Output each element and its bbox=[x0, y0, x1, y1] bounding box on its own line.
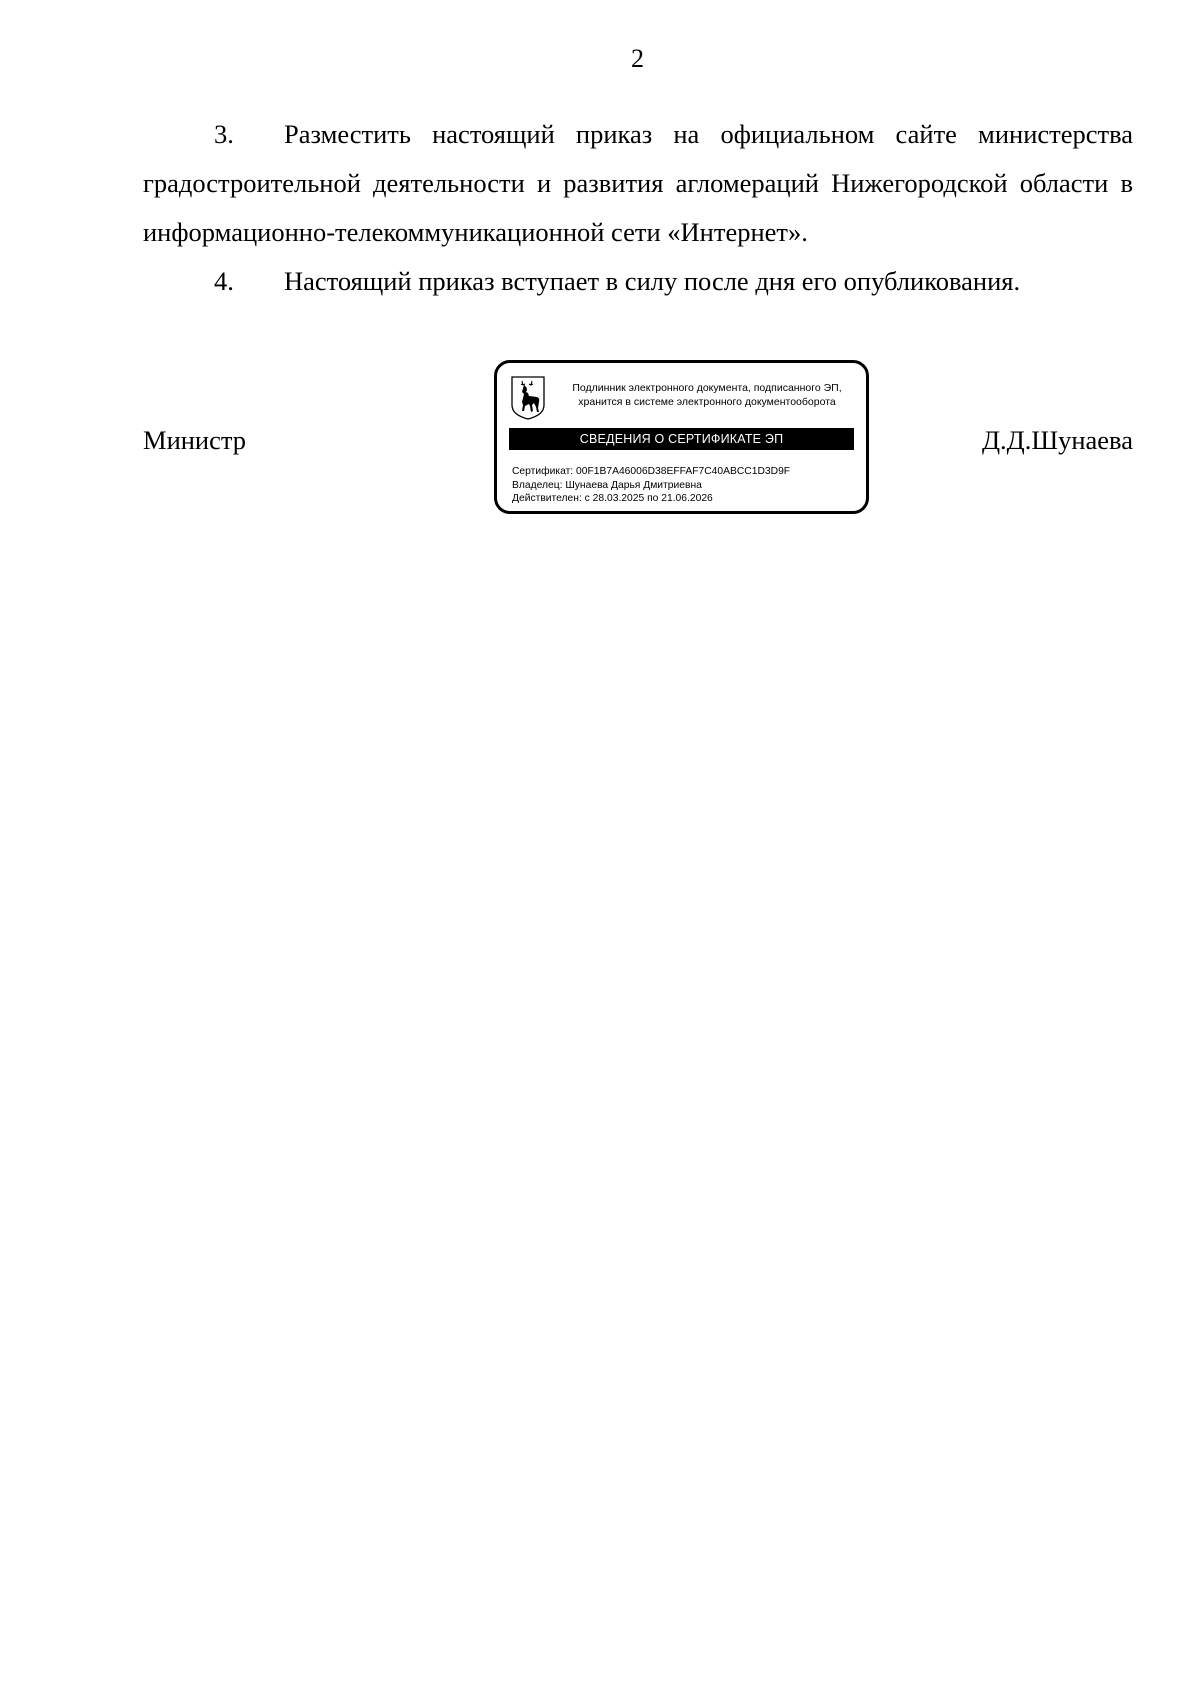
page-number: 2 bbox=[631, 44, 644, 73]
paragraph-4 bbox=[143, 257, 1133, 306]
stamp-header bbox=[557, 381, 857, 409]
certificate-validity: Действителен: с 28.03.2025 по 21.06.2026 bbox=[512, 493, 713, 504]
paragraph-text: Разместить настоящий приказ на официальном сайте министерства градостроительной деятельности и развития агломераций Нижегородской области в информационно-телекоммуникационной сети «Интернет». bbox=[143, 119, 1133, 247]
deer-coat-of-arms-icon bbox=[510, 375, 546, 421]
paragraph-number: 3. bbox=[214, 119, 234, 149]
signer-name: Д.Д.Шунаева bbox=[981, 425, 1133, 455]
signer-title: Министр bbox=[143, 425, 247, 455]
stamp-header-line: хранится в системе электронного документооборота bbox=[578, 396, 836, 408]
paragraph-number: 4. bbox=[214, 266, 234, 296]
document-body bbox=[143, 110, 1133, 306]
stamp-header-line: Подлинник электронного документа, подписанного ЭП, bbox=[572, 382, 842, 394]
certificate-info-bar: СВЕДЕНИЯ О СЕРТИФИКАТЕ ЭП bbox=[509, 428, 854, 450]
certificate-owner: Владелец: Шунаева Дарья Дмитриевна bbox=[512, 479, 702, 491]
electronic-signature-stamp bbox=[494, 360, 869, 514]
signature-block bbox=[143, 360, 1133, 525]
paragraph-3 bbox=[143, 110, 1133, 257]
certificate-details bbox=[512, 465, 857, 506]
certificate-serial: Сертификат: 00F1B7A46006D38EFFAF7C40ABCC1D3D9F bbox=[512, 466, 791, 477]
paragraph-text: Настоящий приказ вступает в силу после дня его опубликования. bbox=[284, 266, 1021, 296]
